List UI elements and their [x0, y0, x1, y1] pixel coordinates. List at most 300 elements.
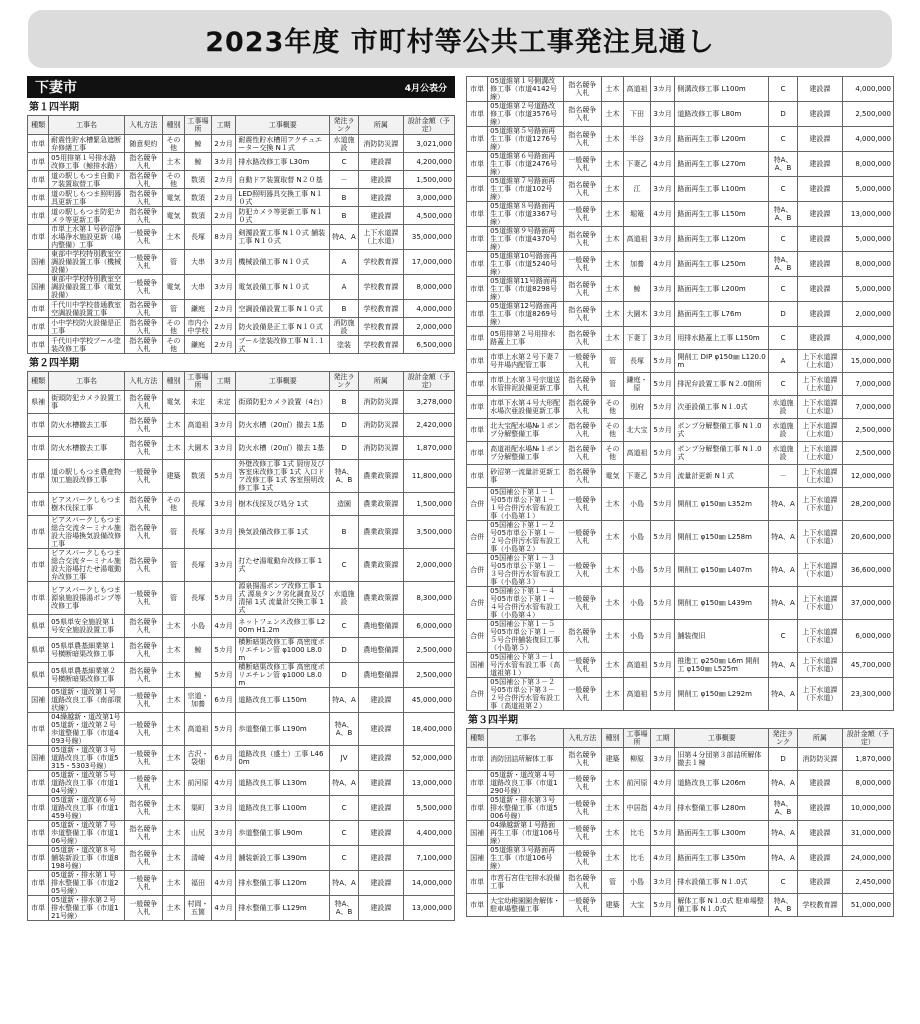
table-cell: 建設課	[359, 207, 404, 225]
table-cell: 指名競争入札	[563, 227, 601, 252]
table-cell: 2カ月	[211, 300, 236, 318]
table-cell: A	[330, 275, 359, 300]
table-cell: 農地整備課	[359, 638, 404, 663]
table-cell: 2,500,000	[842, 442, 893, 465]
table-cell: 北大宝配水場№１ポンプ分解整備工事	[488, 419, 564, 442]
table-cell: 長塚	[624, 350, 651, 373]
table-cell: 道の駅しもつま自動ドア装置取替工事	[49, 171, 125, 189]
table-cell: 外壁改修工事 1式 厨房及び客室床改修工事 1式 入口ドア改修工事 1式 客室照明改修工事 1式	[236, 460, 330, 493]
table-cell: 下妻乙	[624, 465, 651, 488]
table-cell: 3,278,000	[403, 391, 454, 414]
table-cell: 高道祖	[624, 442, 651, 465]
table-cell: 小中学校防火設備是正工事	[49, 318, 125, 336]
table-cell: 3カ月	[650, 327, 675, 350]
table-cell: 北大宝	[624, 419, 651, 442]
table-cell: 建設課	[798, 252, 843, 277]
table-cell: 一般競争入札	[563, 821, 601, 846]
table-cell: 05国補公下第１－１号05市単公下第１－１号合併汚水管布設工事（小島第１）	[488, 488, 564, 521]
table-row	[28, 549, 455, 582]
table-cell: 市単	[28, 153, 49, 171]
table-cell: 市単上水第１号砂沼浄水場浄水施設更新（場内整備）工事	[49, 225, 125, 250]
table-cell: 県補	[28, 391, 49, 414]
table-cell: 4,000,000	[842, 77, 893, 102]
table-cell: 上下水道課（上水道）	[798, 419, 843, 442]
table-cell: 05国補公下第１－４号05市単公下第１－４号合併汚水管布設工事（小島第４）	[488, 587, 564, 620]
table-cell: 鯨	[185, 663, 212, 688]
table-row	[28, 771, 455, 796]
table-row	[467, 77, 894, 102]
table-cell: 3カ月	[211, 437, 236, 460]
table-cell: 建設課	[359, 171, 404, 189]
table-cell: 消防防災課	[359, 414, 404, 437]
table-cell: 開削工 φ150㎜ L407m	[675, 554, 769, 587]
table-cell: 建築	[162, 460, 184, 493]
column-header: 設計金額（予定）	[403, 116, 454, 135]
table-cell: 指名競争入札	[563, 419, 601, 442]
column-header: 工期	[211, 116, 236, 135]
table-cell: 建設課	[798, 77, 843, 102]
table-cell: 市単	[28, 493, 49, 516]
table-cell: 05道維第12号路面再生工事（市道8269号線）	[488, 302, 564, 327]
table-row	[467, 846, 894, 871]
table-cell: 市単	[28, 171, 49, 189]
table-cell: 高道祖	[624, 678, 651, 711]
table-cell: 下妻乙	[624, 152, 651, 177]
table-cell: 一般競争入札	[124, 746, 162, 771]
table-cell: 建設課	[359, 821, 404, 846]
table-cell: 5カ月	[650, 419, 675, 442]
table-row	[467, 620, 894, 653]
table-cell: 特A、A、B	[330, 460, 359, 493]
table-cell: 電気	[162, 275, 184, 300]
table-cell: 農地整備課	[359, 663, 404, 688]
table-row	[28, 391, 455, 414]
table-cell: 路面再生工事 L250m	[675, 252, 769, 277]
table-cell: 打たせ湯電動弁改修工事 1式	[236, 549, 330, 582]
table-cell: 5カ月	[650, 821, 675, 846]
table-cell: 4カ月	[211, 771, 236, 796]
table-cell: 2カ月	[211, 171, 236, 189]
table-cell: 05国補公下第１－２号05市単公下第１－２号合併汚水管布設工事（小島第２）	[488, 521, 564, 554]
table-cell: 横断暗渠改修工事 高密度ポリエチレン管 φ1000 L8.0m	[236, 638, 330, 663]
table-cell: 5カ月	[650, 373, 675, 396]
table-cell: 数須	[185, 189, 212, 207]
table-cell: 建設課	[359, 688, 404, 713]
table-cell: 特A、A	[769, 488, 798, 521]
table-cell: 旧第４分団第３部詰所解体撤去１棟	[675, 748, 769, 771]
table-cell: 上下水道課（下水道）	[798, 587, 843, 620]
table-row	[467, 102, 894, 127]
table-cell: 電気	[162, 207, 184, 225]
table-cell: 別府	[624, 396, 651, 419]
table-cell: 土木	[601, 102, 623, 127]
table-cell: 土木	[601, 554, 623, 587]
table-cell: 05国補公下第３－１号汚水管布設工事（高道祖第１）	[488, 653, 564, 678]
table-cell: 大園木	[185, 437, 212, 460]
table-cell: 52,000,000	[403, 746, 454, 771]
table-header-row	[467, 729, 894, 748]
table-cell: 6,500,000	[403, 336, 454, 354]
table-cell: 2,450,000	[842, 871, 893, 894]
table-cell: 市単	[28, 414, 49, 437]
table-row	[28, 516, 455, 549]
table-cell: 3カ月	[650, 871, 675, 894]
table-cell: 05道新・道改第６号道路改良工事（市道1459号線）	[49, 796, 125, 821]
table-cell: 道路改良（盛土）工事 L460m	[236, 746, 330, 771]
table-cell: 大串	[185, 275, 212, 300]
table-cell: 一般競争入札	[563, 653, 601, 678]
table-cell: 05道新・排水第２号排水整備工事（市道121号線）	[49, 896, 125, 921]
table-cell: 05道新・道改第１号道路改良工事（南部環状線）	[49, 688, 125, 713]
table-cell: ネットフェンス改修工事 L200m H1.2m	[236, 615, 330, 638]
table-cell: 上下水道課（上水道）	[798, 465, 843, 488]
table-cell: 高道祖	[624, 77, 651, 102]
table-cell: 土木	[162, 846, 184, 871]
table-cell: 市単	[28, 821, 49, 846]
table-cell: C	[769, 327, 798, 350]
table-cell: 随意契約	[124, 135, 162, 153]
table-cell: 市単	[467, 152, 488, 177]
table-cell: 道路改良工事 L130m	[236, 771, 330, 796]
table-cell: 上下水道課（下水道）	[798, 678, 843, 711]
table-cell: 2,500,000	[842, 419, 893, 442]
table-cell: 4カ月	[211, 871, 236, 896]
table-cell: 2,000,000	[403, 549, 454, 582]
table-cell: 4,000,000	[842, 327, 893, 350]
table-cell: 上下水道課（上水道）	[798, 350, 843, 373]
table-cell: 特A、A	[769, 587, 798, 620]
table-cell: 4,400,000	[403, 821, 454, 846]
table-row	[28, 821, 455, 846]
table-cell: 5カ月	[650, 554, 675, 587]
table-cell: 建設課	[359, 713, 404, 746]
table-cell: C	[769, 227, 798, 252]
table-cell: C	[769, 177, 798, 202]
table-row	[467, 488, 894, 521]
page-title-banner	[28, 10, 892, 68]
table-cell: ビアスパークしもつま源泉施設揚湯ポンプ等改修工事	[49, 582, 125, 615]
table-cell: 05道維第９号路面再生工事（市道4370号線）	[488, 227, 564, 252]
table-cell: 05道維第３号路面再生工事（市道106号線）	[488, 846, 564, 871]
table-cell: 数須	[185, 207, 212, 225]
table-cell: 管	[162, 250, 184, 275]
table-cell: 土木	[601, 302, 623, 327]
table-cell: 13,000,000	[403, 771, 454, 796]
table-cell: 大宝	[624, 894, 651, 917]
table-cell: 高道祖	[624, 227, 651, 252]
table-cell: 水道施設	[330, 135, 359, 153]
table-cell: 05道新・道改第８号舗装新設工事（市道8198号線）	[49, 846, 125, 871]
table-cell: D	[769, 302, 798, 327]
table-cell: 国補	[467, 653, 488, 678]
table-row	[467, 202, 894, 227]
table-cell: 特A、A、B	[330, 896, 359, 921]
table-cell: 土木	[601, 152, 623, 177]
table-cell: 管	[601, 350, 623, 373]
table-row	[28, 460, 455, 493]
table-cell: 土木	[162, 663, 184, 688]
table-cell: 5カ月	[211, 713, 236, 746]
table-cell: 05道維第７号路面再生工事（市道102号線）	[488, 177, 564, 202]
table-cell: 土木	[162, 896, 184, 921]
table-cell: 市単	[467, 396, 488, 419]
table-cell: C	[330, 615, 359, 638]
table-cell: 05道維第１号側溝改修工事（市道4142号線）	[488, 77, 564, 102]
column-header: 所属	[359, 372, 404, 391]
table-cell: 2カ月	[211, 135, 236, 153]
table-cell: 路面再生工事 L120m	[675, 227, 769, 252]
table-cell: 05道維第10号路面再生工事（市道5240号線）	[488, 252, 564, 277]
table-row	[467, 227, 894, 252]
table-cell: 上下水道課（下水道）	[798, 620, 843, 653]
table-cell: 土木	[601, 620, 623, 653]
table-cell: 横断暗渠改修工事 高密度ポリエチレン管 φ1000 L8.0m	[236, 663, 330, 688]
table-row	[28, 638, 455, 663]
table-cell: 4カ月	[650, 846, 675, 871]
quarter-heading: 第１四半期	[29, 102, 79, 113]
table-cell: 農業政策課	[359, 493, 404, 516]
table-cell: 建設課	[798, 771, 843, 796]
table-cell: 市単	[28, 846, 49, 871]
table-cell: 建築	[601, 748, 623, 771]
table-cell: 東部中学校特別教室空調設備設置工事（電気設備）	[49, 275, 125, 300]
table-cell: 20,600,000	[842, 521, 893, 554]
table-cell: 3,000,000	[403, 189, 454, 207]
table-cell: B	[330, 516, 359, 549]
table-cell: 5カ月	[650, 620, 675, 653]
table-row	[467, 419, 894, 442]
table-cell: 渠町	[185, 796, 212, 821]
table-cell: 市単	[28, 135, 49, 153]
column-header: 工事場所	[624, 729, 651, 748]
table-cell: 排水整備工事 L280m	[675, 796, 769, 821]
table-cell: 特A、A	[330, 688, 359, 713]
table-cell: その他	[601, 419, 623, 442]
column-header: 種別	[601, 729, 623, 748]
table-cell: 水道施設	[769, 419, 798, 442]
table-cell: 道路改良工事 L206m	[675, 771, 769, 796]
table-cell: 市単	[467, 327, 488, 350]
table-cell: 指名競争入札	[124, 437, 162, 460]
column-header: 入札方法	[124, 116, 162, 135]
table-cell: 古沢・袋畑	[185, 746, 212, 771]
table-cell: 電気	[162, 189, 184, 207]
table-row	[467, 871, 894, 894]
table-cell: 土木	[162, 414, 184, 437]
table-cell: －	[330, 171, 359, 189]
table-cell: 建設課	[798, 227, 843, 252]
table-cell: その他	[162, 318, 184, 336]
table-cell: 6カ月	[211, 746, 236, 771]
table-cell: 排泥弁設置工事 N２.0箇所	[675, 373, 769, 396]
table-cell: 2カ月	[211, 336, 236, 354]
table-cell: 23,300,000	[842, 678, 893, 711]
table-cell: 道の駅しもつま照明器具更新工事	[49, 189, 125, 207]
table-cell: 特A、A	[769, 846, 798, 871]
table-cell: 鯨	[185, 135, 212, 153]
table-cell: 学校教育課	[359, 250, 404, 275]
table-cell: 一般競争入札	[563, 554, 601, 587]
table-cell: 路面再生工事 L76m	[675, 302, 769, 327]
table-cell: 一般競争入札	[563, 350, 601, 373]
column-header: 種別	[162, 372, 184, 391]
table-cell: C	[330, 796, 359, 821]
publish-note: 4月公表分	[404, 83, 447, 94]
table-cell: 市単	[467, 227, 488, 252]
table-cell: 空調設備設置工事 N１０式	[236, 300, 330, 318]
table-cell: 県単	[28, 615, 49, 638]
table-cell: 市単	[467, 127, 488, 152]
table-cell: 建設課	[798, 277, 843, 302]
table-cell: 比毛	[624, 821, 651, 846]
table-row	[467, 327, 894, 350]
table-row	[467, 678, 894, 711]
table-cell: 防火水槽撤去工事	[49, 437, 125, 460]
table-cell: 5カ月	[211, 460, 236, 493]
table-row	[467, 302, 894, 327]
table-cell: 合併	[467, 678, 488, 711]
table-cell: 村岡・五箇	[185, 896, 212, 921]
table-cell: 05道新・道改第７号歩道整備工事（市道106号線）	[49, 821, 125, 846]
table-cell: 上下水道課（下水道）	[798, 521, 843, 554]
table-cell: 建設課	[798, 102, 843, 127]
table-cell: 防火設備是正工事 N１０式	[236, 318, 330, 336]
table-cell: 土木	[601, 678, 623, 711]
table-cell: 土木	[601, 227, 623, 252]
table-cell: C	[330, 821, 359, 846]
column-header: 工事名	[49, 116, 125, 135]
table-cell: ビアスパークしもつま総合交流ターミナル施設大浴場打たせ湯電動弁改修工事	[49, 549, 125, 582]
table-cell: 加養	[624, 252, 651, 277]
table-cell: 3カ月	[211, 796, 236, 821]
table-cell: 45,000,000	[403, 688, 454, 713]
table-cell: 45,700,000	[842, 653, 893, 678]
table-cell: 5カ月	[650, 350, 675, 373]
table-cell: 5カ月	[211, 663, 236, 688]
table-cell: 4カ月	[650, 152, 675, 177]
column-header: 工期	[650, 729, 675, 748]
table-cell: C	[769, 127, 798, 152]
table-cell: 消防施設	[330, 318, 359, 336]
table-cell: 市単	[467, 796, 488, 821]
table-cell: 18,400,000	[403, 713, 454, 746]
table-cell: 市単	[467, 419, 488, 442]
table-cell: 指名競争入札	[563, 277, 601, 302]
table-row	[28, 746, 455, 771]
table-cell: 小島	[624, 620, 651, 653]
table-cell: 長塚	[185, 582, 212, 615]
table-cell: 建設課	[359, 896, 404, 921]
table-cell: 宗道・加養	[185, 688, 212, 713]
table-cell: 5カ月	[650, 465, 675, 488]
table-cell: 2カ月	[211, 318, 236, 336]
table-cell: 特A、A、B	[769, 202, 798, 227]
table-row	[467, 373, 894, 396]
q3-table	[466, 728, 894, 917]
column-header: 工事名	[49, 372, 125, 391]
table-cell: 特A、A	[769, 653, 798, 678]
table-cell: 建設課	[798, 177, 843, 202]
table-cell: 指名競争入札	[124, 391, 162, 414]
table-cell: 開削工 φ150㎜ L292m	[675, 678, 769, 711]
table-cell: 市単	[467, 177, 488, 202]
right-column	[466, 76, 894, 917]
table-cell: 管	[162, 516, 184, 549]
column-header: 工期	[211, 372, 236, 391]
table-cell: 建設課	[798, 327, 843, 350]
table-cell: 県単	[28, 663, 49, 688]
table-cell: 5カ月	[650, 653, 675, 678]
table-cell: 山尻	[185, 821, 212, 846]
table-cell: 道の駅しもつま農産物加工施設改修工事	[49, 460, 125, 493]
table-cell: 鯨	[185, 638, 212, 663]
table-row	[28, 171, 455, 189]
table-cell: 51,000,000	[842, 894, 893, 917]
table-cell: 小島	[624, 871, 651, 894]
table-cell: 12,000,000	[842, 465, 893, 488]
table-cell: 市単	[467, 771, 488, 796]
table-cell: 土木	[601, 277, 623, 302]
municipality-name: 下妻市	[35, 80, 77, 96]
table-cell: 建築	[601, 894, 623, 917]
table-cell: 管	[162, 549, 184, 582]
table-cell: 塗装	[330, 336, 359, 354]
table-cell: 開削工 φ150㎜ L258m	[675, 521, 769, 554]
table-cell: 学校教育課	[359, 336, 404, 354]
table-cell: 国補	[28, 275, 49, 300]
table-row	[467, 277, 894, 302]
table-cell: 05県単安全施設第１号安全施設設置工事	[49, 615, 125, 638]
table-cell: 05国補公下第１－３号05市単公下第１－３号合併汚水管布設工事（小島第３）	[488, 554, 564, 587]
table-cell: 一般競争入札	[563, 678, 601, 711]
table-cell: 一般競争入札	[124, 771, 162, 796]
table-cell: 特A、A	[769, 521, 798, 554]
table-cell: 指名競争入札	[124, 153, 162, 171]
table-cell: －	[769, 465, 798, 488]
table-cell: 土木	[601, 202, 623, 227]
table-cell: 3カ月	[211, 275, 236, 300]
table-cell: 土木	[162, 871, 184, 896]
table-cell: 比毛	[624, 846, 651, 871]
table-cell: 指名競争入札	[563, 127, 601, 152]
table-cell: 3カ月	[650, 277, 675, 302]
table-cell: B	[330, 189, 359, 207]
table-cell: 上下水道課（下水道）	[798, 653, 843, 678]
table-cell: 未定	[211, 391, 236, 414]
table-cell: 28,200,000	[842, 488, 893, 521]
table-cell: 剣濁設置工事 N１０式 舗装工事 N１０式	[236, 225, 330, 250]
table-cell: 路面再生工事 L270m	[675, 152, 769, 177]
table-cell: 指名競争入札	[563, 77, 601, 102]
table-row	[28, 437, 455, 460]
table-cell: 次亜設備工事 N１.0式	[675, 396, 769, 419]
table-row	[467, 771, 894, 796]
table-row	[28, 225, 455, 250]
table-cell: 土木	[601, 521, 623, 554]
table-cell: C	[330, 153, 359, 171]
table-cell: 指名競争入札	[124, 336, 162, 354]
table-cell: ビアスパークしもつま総合交流ターミナル施設大浴場換気設備改修工事	[49, 516, 125, 549]
table-cell: 消防防災課	[359, 437, 404, 460]
table-cell: 特A、A、B	[769, 252, 798, 277]
table-row	[467, 465, 894, 488]
table-cell: 農業政策課	[359, 549, 404, 582]
table-cell: その他	[601, 442, 623, 465]
table-cell: JV	[330, 746, 359, 771]
table-cell: 特A、A、B	[769, 894, 798, 917]
table-cell: 指名競争入札	[124, 189, 162, 207]
table-cell: その他	[162, 135, 184, 153]
